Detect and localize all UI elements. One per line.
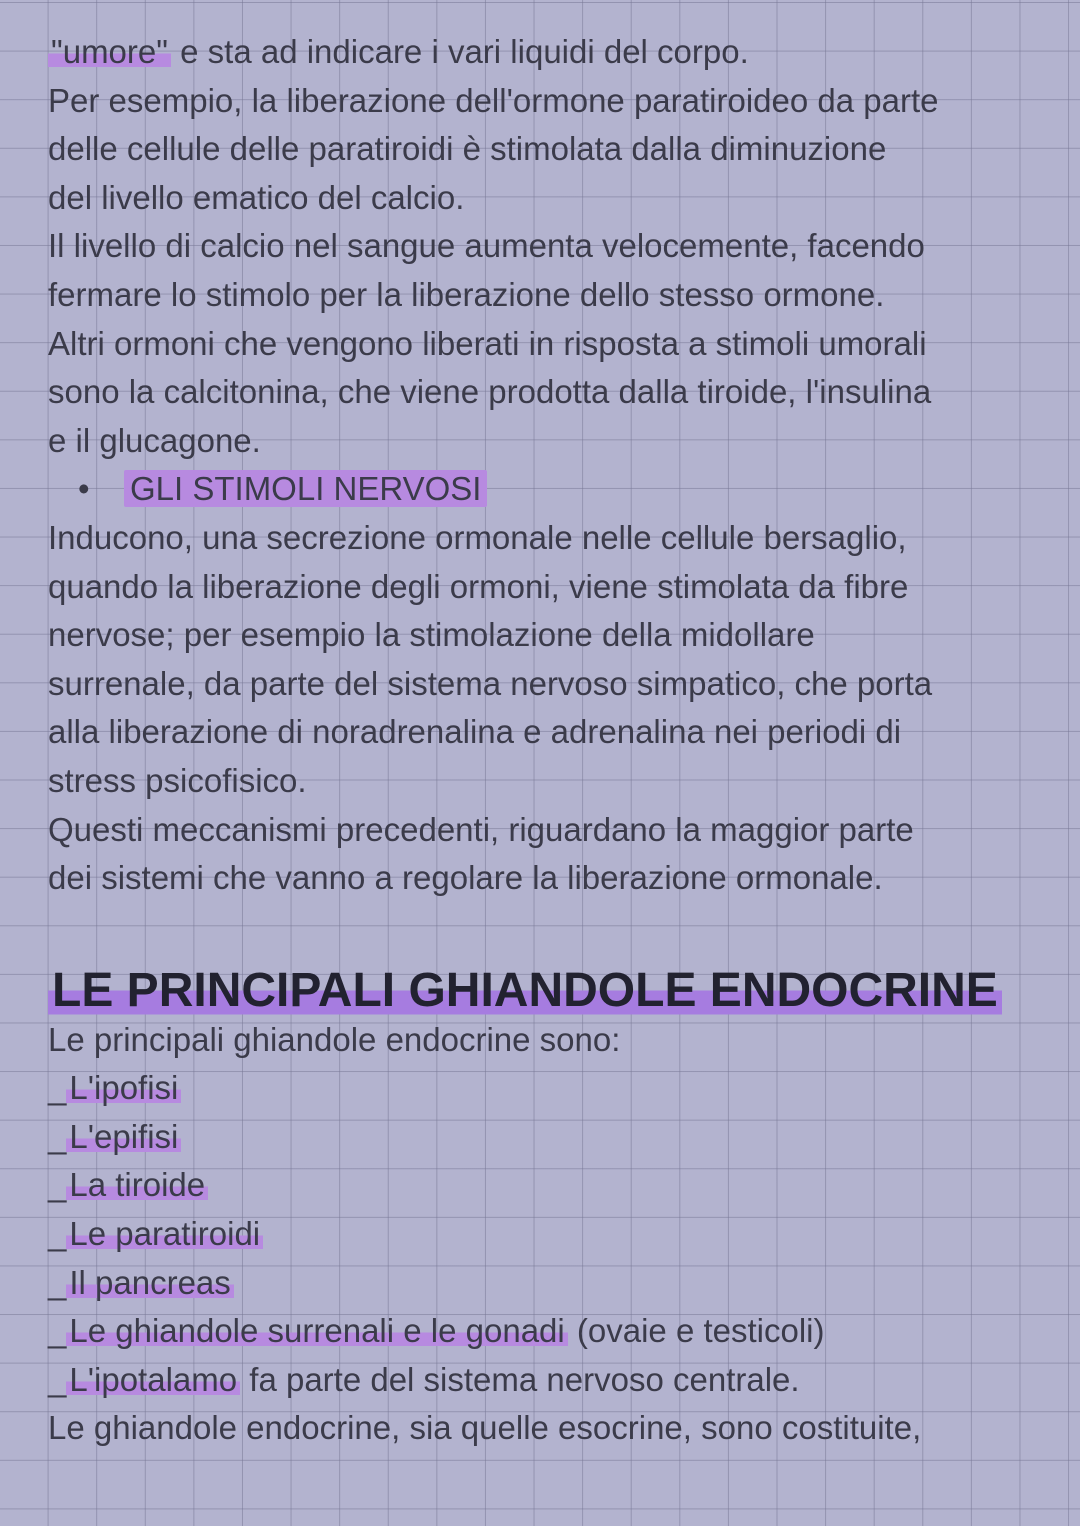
gland-item: _Le ghiandole surrenali e le gonadi (ovaie e testicoli) — [48, 1312, 825, 1350]
text-line: del livello ematico del calcio. — [48, 178, 465, 216]
text-line: surrenale, da parte del sistema nervoso simpatico, che porta — [48, 664, 933, 702]
text-line: alla liberazione di noradrenalina e adrenalina nei periodi di — [48, 713, 902, 751]
closing-line: Le ghiandole endocrine, sia quelle esocrine, sono costituite, — [48, 1409, 922, 1447]
gland-name: L'epifisi — [66, 1118, 181, 1155]
gland-item: _L'ipotalamo fa parte del sistema nervoso centrale. — [48, 1360, 800, 1398]
gland-item: _Il pancreas — [48, 1259, 1048, 1308]
text-line: Questi meccanismi precedenti, riguardano la maggior parte — [48, 810, 914, 848]
highlighted-term: "umore" — [48, 33, 171, 70]
bullet-icon: • — [78, 470, 90, 508]
note-page — [48, 28, 1048, 1453]
section-title: LE PRINCIPALI GHIANDOLE ENDOCRINE — [48, 966, 1048, 1016]
gland-name: Le paratiroidi — [66, 1215, 263, 1252]
gland-item: _Le paratiroidi — [48, 1210, 1048, 1259]
gland-item: _La tiroide — [48, 1161, 1048, 1210]
text-line: "umore" e sta ad indicare i vari liquidi del corpo. — [48, 28, 1048, 77]
text-line: Altri ormoni che vengono liberati in risposta a stimoli umorali — [48, 324, 927, 362]
text-line: Per esempio, la liberazione dell'ormone paratiroideo da parte — [48, 81, 939, 119]
text-line: nervose; per esempio la stimolazione della midollare — [48, 616, 815, 654]
text-line: Il livello di calcio nel sangue aumenta velocemente, facendo — [48, 227, 925, 265]
gland-name: L'ipotalamo — [66, 1361, 240, 1398]
text-line: stress psicofisico. — [48, 761, 307, 799]
subheading: GLI STIMOLI NERVOSI — [124, 470, 487, 507]
intro-line: Le principali ghiandole endocrine sono: — [48, 1020, 621, 1058]
gland-list — [48, 1064, 1048, 1404]
gland-name: L'ipofisi — [66, 1069, 181, 1106]
text-line: sono la calcitonina, che viene prodotta dalla tiroide, l'insulina — [48, 373, 932, 411]
gland-name: Il pancreas — [66, 1264, 233, 1301]
bullet-item — [48, 465, 1048, 514]
text-line: Inducono, una secrezione ormonale nelle cellule bersaglio, — [48, 518, 907, 556]
text-line: dei sistemi che vanno a regolare la liberazione ormonale. — [48, 859, 883, 897]
gland-item: _L'epifisi — [48, 1113, 1048, 1162]
text-line: fermare lo stimolo per la liberazione dello stesso ormone. — [48, 275, 885, 313]
gland-name: La tiroide — [66, 1166, 208, 1203]
gland-name: Le ghiandole surrenali e le gonadi — [66, 1312, 567, 1349]
gland-item: _L'ipofisi — [48, 1064, 1048, 1113]
text-line: delle cellule delle paratiroidi è stimolata dalla diminuzione — [48, 130, 887, 168]
text-line: quando la liberazione degli ormoni, viene stimolata da fibre — [48, 567, 909, 605]
text-line: e il glucagone. — [48, 421, 261, 459]
